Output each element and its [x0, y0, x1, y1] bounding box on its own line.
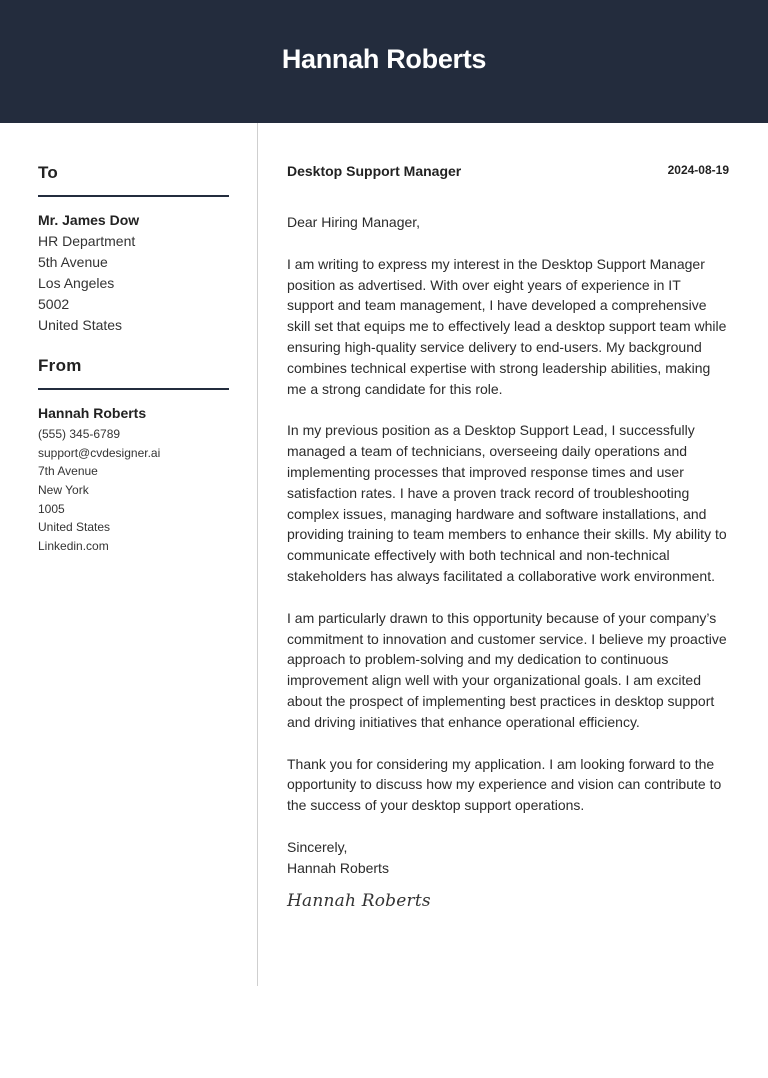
to-heading: To: [38, 163, 59, 182]
sender-country: United States: [38, 520, 111, 535]
paragraph: I am writing to express my interest in the Desktop Support Manager position as advertised. With over eight years of experience in IT support and team management, I have developed a comprehensive skill set that equips me to effectively lead a desktop support team while ensuring high-quality service delivery to end-users. My background combines technical expertise with strong leadership abilities, making me a strong candidate for this role.: [287, 255, 727, 397]
recipient-street: 5th Avenue: [38, 254, 108, 270]
paragraph: I am particularly drawn to this opportunity because of your company’s commitment to innovation and customer service. I believe my proactive approach to problem-solving and my dedication to continuous improvement align well with your organizational goals. I am excited about the prospect of implementing best practices in desktop support and driving initiatives that enhance operational efficiency.: [287, 609, 727, 730]
column-divider: [257, 123, 258, 986]
paragraph: Thank you for considering my application. I am looking forward to the opportunity to discuss how my experience and vision can contribute to the success of your desktop support operations.: [287, 755, 722, 814]
sender-phone: (555) 345-6789: [38, 427, 121, 441]
applicant-name: Hannah Roberts: [281, 44, 487, 74]
sender-name: Hannah Roberts: [38, 405, 147, 421]
sender-postal-code: 1005: [38, 501, 65, 516]
letter-date: 2024-08-19: [667, 163, 729, 177]
recipient-details: [38, 210, 139, 336]
from-heading: From: [38, 356, 82, 375]
sender-website: Linkedin.com: [38, 539, 109, 554]
recipient-name: Mr. James Dow: [38, 212, 140, 228]
from-rule: [38, 388, 229, 390]
recipient-postal-code: 5002: [38, 296, 70, 312]
recipient-country: United States: [38, 317, 123, 333]
recipient-city: Los Angeles: [38, 275, 115, 291]
job-title: Desktop Support Manager: [287, 163, 462, 179]
sender-email: support@cvdesigner.ai: [38, 445, 161, 460]
salutation: Dear Hiring Manager,: [287, 214, 421, 230]
letter-body: [287, 212, 729, 911]
sender-city: New York: [38, 483, 89, 498]
recipient-department: HR Department: [38, 233, 136, 249]
handwritten-signature: Hannah Roberts: [287, 890, 431, 911]
closing-name: Hannah Roberts: [287, 859, 389, 876]
closing: Sincerely,: [287, 838, 348, 855]
to-rule: [38, 195, 229, 197]
sender-street: 7th Avenue: [38, 464, 98, 479]
paragraph: In my previous position as a Desktop Support Lead, I successfully managed a team of technicians, overseeing daily operations and implementing processes that improved response times and user satisfaction rates. I have a proven track record of troubleshooting complex issues, managing hardware and software installations, and providing training to team members to enhance their skills. My ability to communicate effectively with both technical and non-technical stakeholders has always facilitated a collaborative work environment.: [287, 422, 727, 584]
page-header: [0, 0, 768, 123]
sender-details: [38, 403, 160, 556]
